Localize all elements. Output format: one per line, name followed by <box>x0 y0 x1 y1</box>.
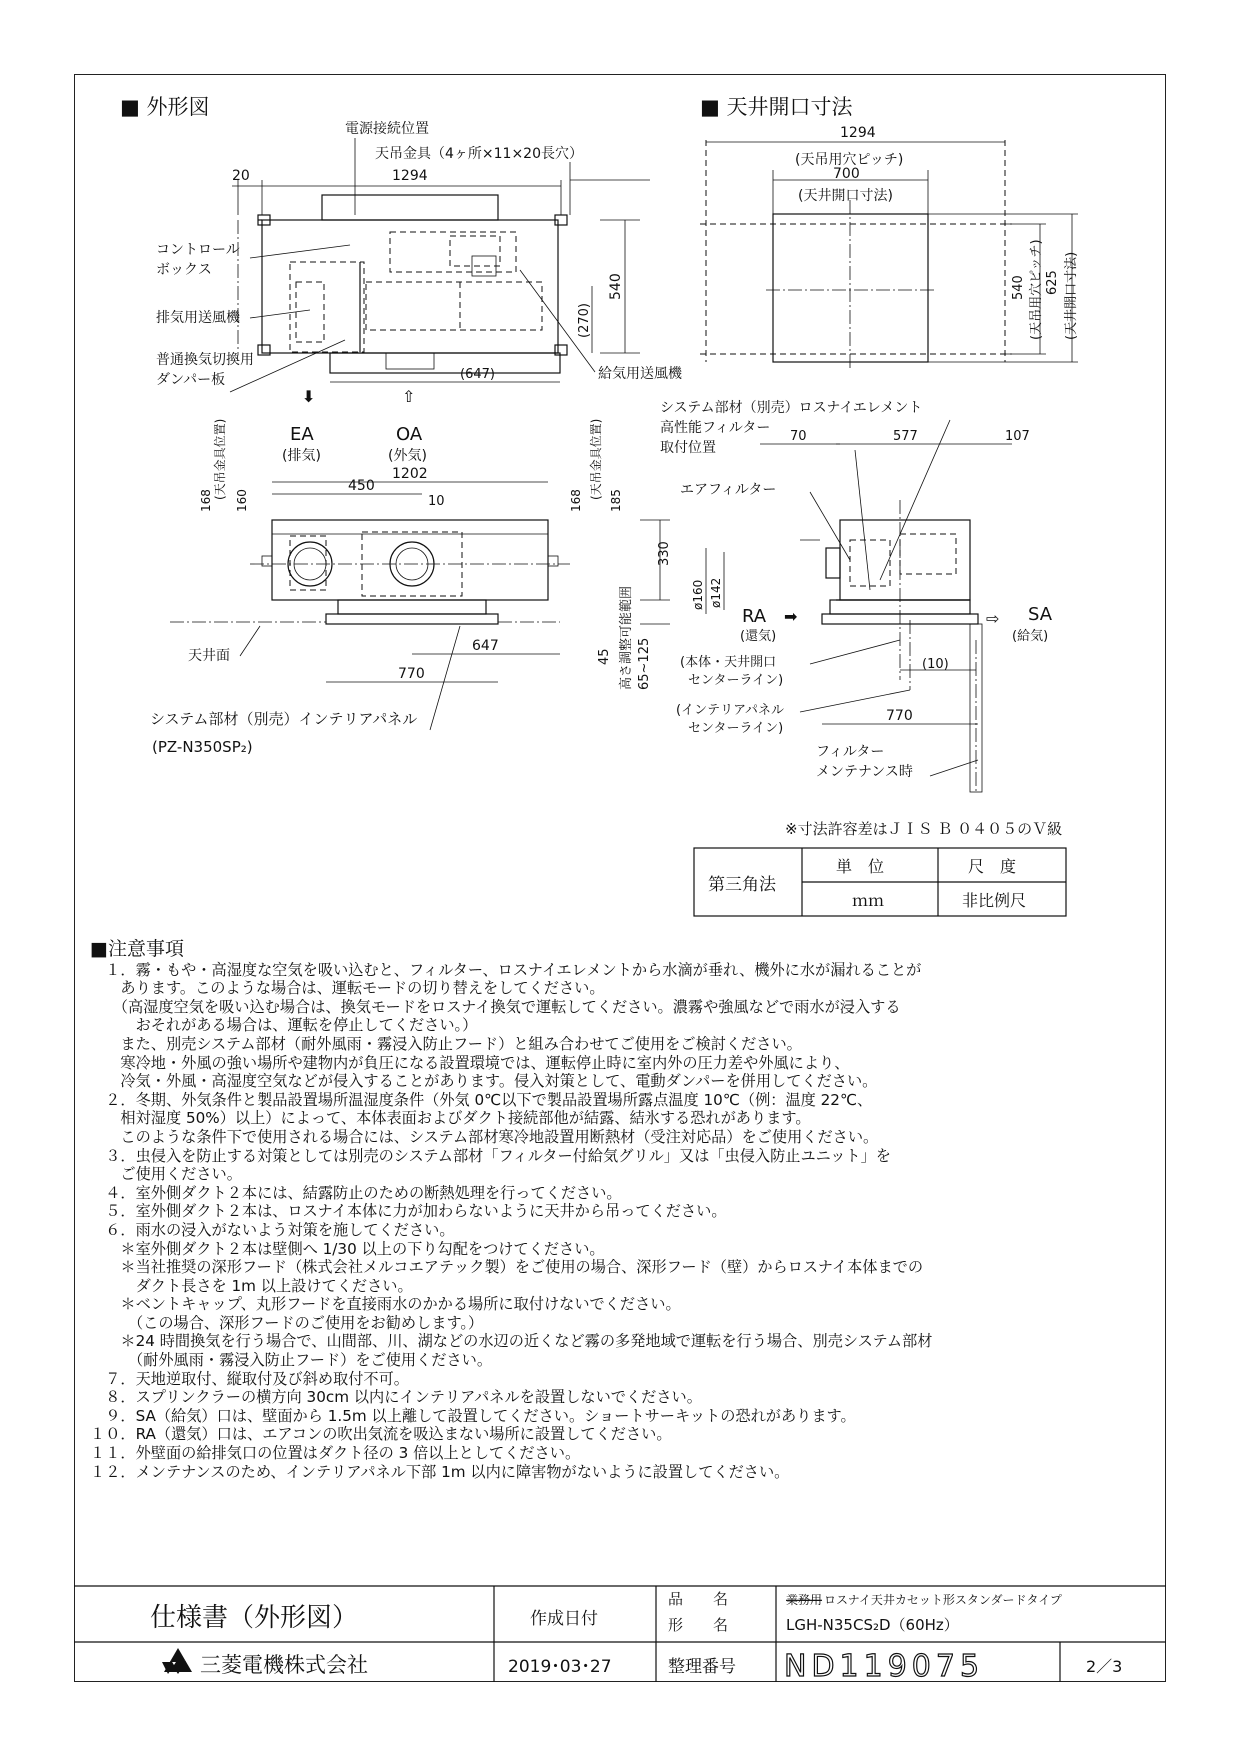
notes-list <box>90 961 1150 1482</box>
dim-1294-top: 1294 <box>392 168 428 184</box>
height-adjust-range: 65~125 <box>637 637 652 690</box>
ref-label: 整理番号 <box>668 1657 736 1677</box>
note-line: ７．天地逆取付、縦取付及び斜め取付不可。 <box>90 1369 409 1388</box>
dim-647-front: 647 <box>472 638 499 654</box>
element-label: システム部材（別売）ロスナイエレメント <box>660 400 923 416</box>
ea-label: EA <box>290 424 314 445</box>
hanger-label: 天吊金具（4ヶ所×11×20長穴） <box>375 146 583 162</box>
hp-filter-label-1: 高性能フィルター <box>660 420 771 436</box>
note-line: ３．虫侵入を防止する対策としては別売のシステム部材「フィルター付給気グリル」又は「虫侵入防止ユニット」を <box>90 1146 891 1165</box>
dim-20: 20 <box>232 168 250 184</box>
note-line: １１．外壁面の給排気口の位置はダクト径の 3 倍以上としてください。 <box>90 1444 581 1463</box>
oa-sub-label: (外気) <box>388 448 427 464</box>
created-date: 2019･03･27 <box>508 1657 612 1677</box>
maintenance-label-2: メンテナンス時 <box>816 764 913 780</box>
note-line: （高湿度空気を吸い込む場合は、換気モードをロスナイ換気で運転してください。濃霧や強風などで雨水が浸入する <box>90 997 901 1016</box>
dim-168-right: 168 <box>569 489 583 512</box>
centerline-2-b: センターライン) <box>688 721 784 736</box>
damper-label-1: 普通換気切換用 <box>156 352 254 368</box>
dim-70: 70 <box>790 429 807 444</box>
product-label: 品 名 <box>668 1590 729 1608</box>
note-line: ご使用ください。 <box>90 1165 242 1184</box>
air-filter-label: エアフィルター <box>680 482 777 498</box>
scale-header: 尺 度 <box>968 857 1017 876</box>
note-line: ２．冬期、外気条件と製品設置場所温湿度条件（外気 0℃以下で製品設置場所露点温度 10℃（例：温度 22℃、 <box>90 1090 873 1109</box>
power-position-label: 電源接続位置 <box>345 121 429 137</box>
note-line: ＊24 時間換気を行う場合で、山間部、川、湖などの水辺の近くなど霧の多発地域で運転を行う場合、別売システム部材 <box>90 1332 933 1351</box>
caution-notes <box>90 940 1150 1481</box>
hanger-pos-left: (天吊金具位置) <box>213 418 227 500</box>
note-line: １．霧・もや・高湿度な空気を吸い込むと、フィルター、ロスナイエレメントから水滴が垂れ、機外に水が漏れることが <box>90 960 922 979</box>
dim-577: 577 <box>893 429 918 444</box>
opening-size-label: (天井開口寸法) <box>798 188 893 204</box>
ra-sub-label: (還気) <box>740 629 777 644</box>
outline-title: ■ 外形図 <box>120 95 210 119</box>
note-line: １０．RA（還気）口は、エアコンの吹出気流を吸込まない場所に設置してください。 <box>90 1425 672 1444</box>
dim-1202: 1202 <box>392 466 428 482</box>
note-line: ＊当社推奨の深形フード（株式会社メルコエアテック製）をご使用の場合、深形フード（壁）からロスナイ本体までの <box>90 1258 924 1277</box>
ceiling-opening-view <box>700 125 1079 370</box>
note-line: ＊室外側ダクト２本は壁側へ 1/30 以上の下り勾配をつけてください。 <box>90 1239 605 1258</box>
dim-45: 45 <box>597 648 612 665</box>
title-block <box>74 1586 1166 1684</box>
interior-panel-model: (PZ-N350SP₂) <box>152 738 253 756</box>
dim-450: 450 <box>348 478 375 494</box>
centerline-1-a: (本体・天井開口 <box>680 655 777 670</box>
opening-title: ■ 天井開口寸法 <box>700 95 853 119</box>
ref-number: ND119075 <box>784 1649 985 1684</box>
model-number: LGH-N35CS₂D（60Hz） <box>786 1616 959 1634</box>
note-line: おそれがある場合は、運転を停止してください。） <box>90 1016 478 1035</box>
note-line: ５．室外側ダクト２本は、ロスナイ本体に力が加わらないように天井から吊ってください。 <box>90 1202 727 1221</box>
opening-dim-540: 540 <box>1011 275 1026 300</box>
control-box-label-1: コントロール <box>156 242 240 258</box>
ra-label: RA <box>742 606 767 627</box>
projection-table <box>694 848 1066 916</box>
exhaust-fan-label: 排気用送風機 <box>156 310 240 326</box>
note-line: （耐外風雨・霧浸入防止フード）をご使用ください。 <box>90 1351 493 1370</box>
dim-10-side: (10) <box>922 657 949 672</box>
side-view <box>660 399 1053 792</box>
note-line: ダクト長さを 1m 以上設けてください。 <box>90 1276 413 1295</box>
oa-arrow-icon: ⇧ <box>402 387 416 406</box>
note-line: また、別売システム部材（耐外風雨・霧浸入防止フード）と組み合わせてご使用をご検討ください。 <box>90 1034 802 1053</box>
note-line: あります。このような場合は、運転モードの切り替えをしてください。 <box>90 979 605 998</box>
projection-method: 第三角法 <box>708 875 776 895</box>
opening-size-label-v: (天井開口寸法) <box>1064 251 1079 340</box>
notes-heading: ■注意事項 <box>90 938 184 960</box>
interior-panel-label: システム部材（別売）インテリアパネル <box>150 710 418 728</box>
opening-dim-700: 700 <box>833 166 860 182</box>
dim-185: 185 <box>609 489 623 512</box>
dim-540-top: 540 <box>608 273 624 300</box>
note-line: 相対湿度 50%）以上）によって、本体表面およびダクト接続部他が結露、結氷する恐れがあります。 <box>90 1109 811 1128</box>
note-line: （この場合、深形フードのご使用をお勧めします。） <box>90 1313 484 1332</box>
phi-142: ø142 <box>709 577 723 608</box>
damper-label-2: ダンパー板 <box>156 372 226 388</box>
front-view <box>150 387 672 756</box>
note-line: ６．雨水の浸入がないよう対策を施してください。 <box>90 1220 455 1239</box>
model-label: 形 名 <box>668 1616 729 1634</box>
dim-107: 107 <box>1005 429 1030 444</box>
note-line: ４．室外側ダクト２本には、結露防止のための断熱処理を行ってください。 <box>90 1183 622 1202</box>
hanger-pos-right: (天吊金具位置) <box>589 418 603 500</box>
ra-arrow-icon: ➡ <box>784 607 798 626</box>
sa-sub-label: (給気) <box>1012 629 1049 644</box>
opening-pitch-label: (天吊用穴ピッチ) <box>795 152 904 168</box>
dim-160: 160 <box>235 489 249 512</box>
note-line: ＊ベントキャップ、丸形フードを直接雨水のかかる場所に取付けないでください。 <box>90 1295 681 1314</box>
tolerance-note: ※寸法許容差はＪＩＳ Ｂ ０４０５のＶ級 <box>785 820 1063 838</box>
opening-dim-625: 625 <box>1045 270 1060 295</box>
doc-title: 仕様書（外形図） <box>150 1603 359 1633</box>
dim-10-front: 10 <box>428 494 445 509</box>
dim-270: (270) <box>577 303 592 338</box>
page-number: 2／3 <box>1086 1657 1123 1676</box>
scale-value: 非比例尺 <box>962 891 1027 910</box>
hp-filter-label-2: 取付位置 <box>660 440 716 456</box>
note-line: 寒冷地・外風の強い場所や建物内が負圧になる設置環境では、運転停止時に室内外の圧力差や外風により、 <box>90 1053 850 1072</box>
opening-pitch-label-v: (天吊用穴ピッチ) <box>1029 239 1044 340</box>
unit-header: 単 位 <box>836 857 885 876</box>
sa-arrow-icon: ⇨ <box>986 609 1000 628</box>
dim-330: 330 <box>657 541 672 566</box>
unit-value: ｍｍ <box>852 891 885 910</box>
centerline-1-b: センターライン) <box>688 673 784 688</box>
centerline-2-a: (インテリアパネル <box>676 703 785 718</box>
note-line: 冷気・外風・高湿度空気などが侵入することがあります。侵入対策として、電動ダンパーを併用してください。 <box>90 1072 878 1091</box>
dim-168-left: 168 <box>199 489 213 512</box>
height-adjust-label: 高さ調整可能範囲 <box>619 585 634 690</box>
note-line: ９．SA（給気）口は、壁面から 1.5m 以上離して設置してください。ショートサーキットの恐れがあります。 <box>90 1406 856 1425</box>
company-name: 三菱電機株式会社 <box>200 1653 368 1677</box>
dim-770-side: 770 <box>886 708 913 724</box>
product-name-old: 業務用 <box>786 1593 823 1607</box>
ceiling-surface-label: 天井面 <box>188 648 230 664</box>
sa-label: SA <box>1028 604 1053 625</box>
dim-770-front: 770 <box>398 666 425 682</box>
control-box-label-2: ボックス <box>156 262 212 278</box>
created-label: 作成日付 <box>530 1609 598 1629</box>
supply-fan-label: 給気用送風機 <box>598 366 682 382</box>
ea-arrow-icon: ⬇ <box>302 387 316 406</box>
opening-dim-1294: 1294 <box>840 125 876 141</box>
note-line: このような条件下で使用される場合には、システム部材寒冷地設置用断熱材（受注対応品）をご使用ください。 <box>90 1127 879 1146</box>
phi-160: ø160 <box>691 579 705 610</box>
top-view <box>156 120 683 392</box>
dim-647-top: (647) <box>460 367 495 382</box>
maintenance-label-1: フィルター <box>816 744 885 760</box>
ea-sub-label: (排気) <box>282 448 321 464</box>
oa-label: OA <box>396 424 423 445</box>
product-name: ロスナイ天井カセット形スタンダードタイプ <box>824 1593 1062 1607</box>
note-line: ８．スプリンクラーの横方向 30cm 以内にインテリアパネルを設置しないでください。 <box>90 1388 702 1407</box>
note-line: １２．メンテナンスのため、インテリアパネル下部 1m 以内に障害物がないように設置してください。 <box>90 1462 790 1481</box>
